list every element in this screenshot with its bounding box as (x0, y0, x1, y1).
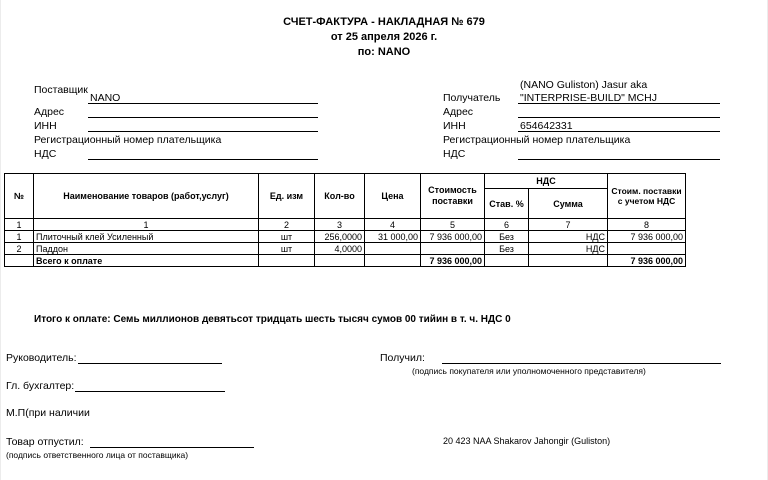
col-number: 1 (34, 219, 259, 231)
col-number: 7 (529, 219, 608, 231)
row-num: 1 (5, 231, 34, 243)
invoice-po: по: NANO (357, 46, 411, 58)
table-row (5, 243, 686, 255)
director-label: Руководитель: (6, 352, 77, 364)
table-row (5, 231, 686, 243)
recipient-inn-value: 654642331 (520, 120, 573, 132)
supplier-reg-label: Регистрационный номер плательщика (34, 134, 222, 146)
totals-row (5, 255, 686, 267)
invoice-title: СЧЕТ-ФАКТУРА - НАКЛАДНАЯ № 679 (283, 16, 485, 28)
released-note: (подпись ответственного лица от поставщика) (6, 450, 189, 460)
col-number: 4 (365, 219, 421, 231)
itogo-text: Итого к оплате: Семь миллионов девятьсот тридцать шесть тысяч сумов 00 тийин в т. ч. НДС 0 (34, 314, 511, 325)
recipient-value-1: (NANO Guliston) Jasur aka (520, 79, 648, 91)
recipient-label: Получатель (443, 92, 501, 104)
totals-label: Всего к оплате (34, 255, 259, 267)
header-unit: Ед. изм (259, 174, 315, 219)
row-total: 7 936 000,00 (608, 231, 686, 243)
released-label: Товар отпустил: (6, 436, 84, 448)
row-name: Плиточный клей Усиленный (34, 231, 259, 243)
row-price: 31 000,00 (365, 231, 421, 243)
row-qty: 256,0000 (315, 231, 365, 243)
mp-label: М.П(при наличии (6, 407, 90, 419)
supplier-nds-line (88, 159, 318, 160)
row-sum: НДС (529, 231, 608, 243)
released-line (90, 447, 254, 448)
header-qty: Кол-во (315, 174, 365, 219)
header-sum: Сумма (529, 189, 608, 219)
header-num: № (5, 174, 34, 219)
col-number: 1 (5, 219, 34, 231)
row-total (608, 243, 686, 255)
supplier-inn-label: ИНН (34, 120, 57, 132)
recipient-nds-line (518, 159, 720, 160)
supplier-value: NANO (90, 92, 121, 104)
accountant-label: Гл. бухгалтер: (6, 380, 75, 392)
recipient-inn-label: ИНН (443, 120, 466, 132)
col-number: 2 (259, 219, 315, 231)
recipient-address-line (518, 117, 720, 118)
supplier-nds-label: НДС (34, 148, 57, 160)
header-nds: НДС (485, 174, 608, 189)
recipient-nds-label: НДС (443, 148, 466, 160)
received-line (442, 363, 721, 364)
col-number: 6 (485, 219, 529, 231)
header-price: Цена (365, 174, 421, 219)
row-price (365, 243, 421, 255)
recipient-address-label: Адрес (443, 106, 474, 118)
row-rate: Без (485, 243, 529, 255)
supplier-label: Поставщик (34, 84, 88, 96)
accountant-line (75, 391, 225, 392)
recipient-reg-label: Регистрационный номер плательщика (443, 134, 631, 146)
col-number: 8 (608, 219, 686, 231)
row-unit: шт (259, 243, 315, 255)
header-name: Наименование товаров (работ,услуг) (34, 174, 259, 219)
totals-cost: 7 936 000,00 (421, 255, 485, 267)
recipient-line (518, 103, 720, 104)
row-rate: Без (485, 231, 529, 243)
row-cost (421, 243, 485, 255)
row-unit: шт (259, 231, 315, 243)
row-name: Паддон (34, 243, 259, 255)
column-numbers-row (5, 219, 686, 231)
totals-total: 7 936 000,00 (608, 255, 686, 267)
supplier-address-line (88, 117, 318, 118)
received-note: (подпись покупателя или уполномоченного представителя) (412, 366, 646, 376)
recipient-value-2: "INTERPRISE-BUILD" MCHJ (520, 92, 657, 104)
row-qty: 4,0000 (315, 243, 365, 255)
header-cost: Стоимость поставки (421, 174, 485, 219)
director-line (78, 363, 222, 364)
invoice-date: от 25 апреля 2026 г. (330, 31, 438, 43)
supplier-address-label: Адрес (34, 106, 65, 118)
received-label: Получил: (380, 352, 425, 364)
col-number: 5 (421, 219, 485, 231)
footer-code: 20 423 NAA Shakarov Jahongir (Guliston) (443, 436, 611, 446)
row-num: 2 (5, 243, 34, 255)
recipient-inn-line (518, 131, 720, 132)
col-number: 3 (315, 219, 365, 231)
invoice-table (4, 173, 686, 267)
header-rate: Став. % (485, 189, 529, 219)
row-cost: 7 936 000,00 (421, 231, 485, 243)
row-sum: НДС (529, 243, 608, 255)
supplier-inn-line (88, 131, 318, 132)
header-total: Стоим. поставки с учетом НДС (608, 174, 686, 219)
supplier-line (88, 103, 318, 104)
